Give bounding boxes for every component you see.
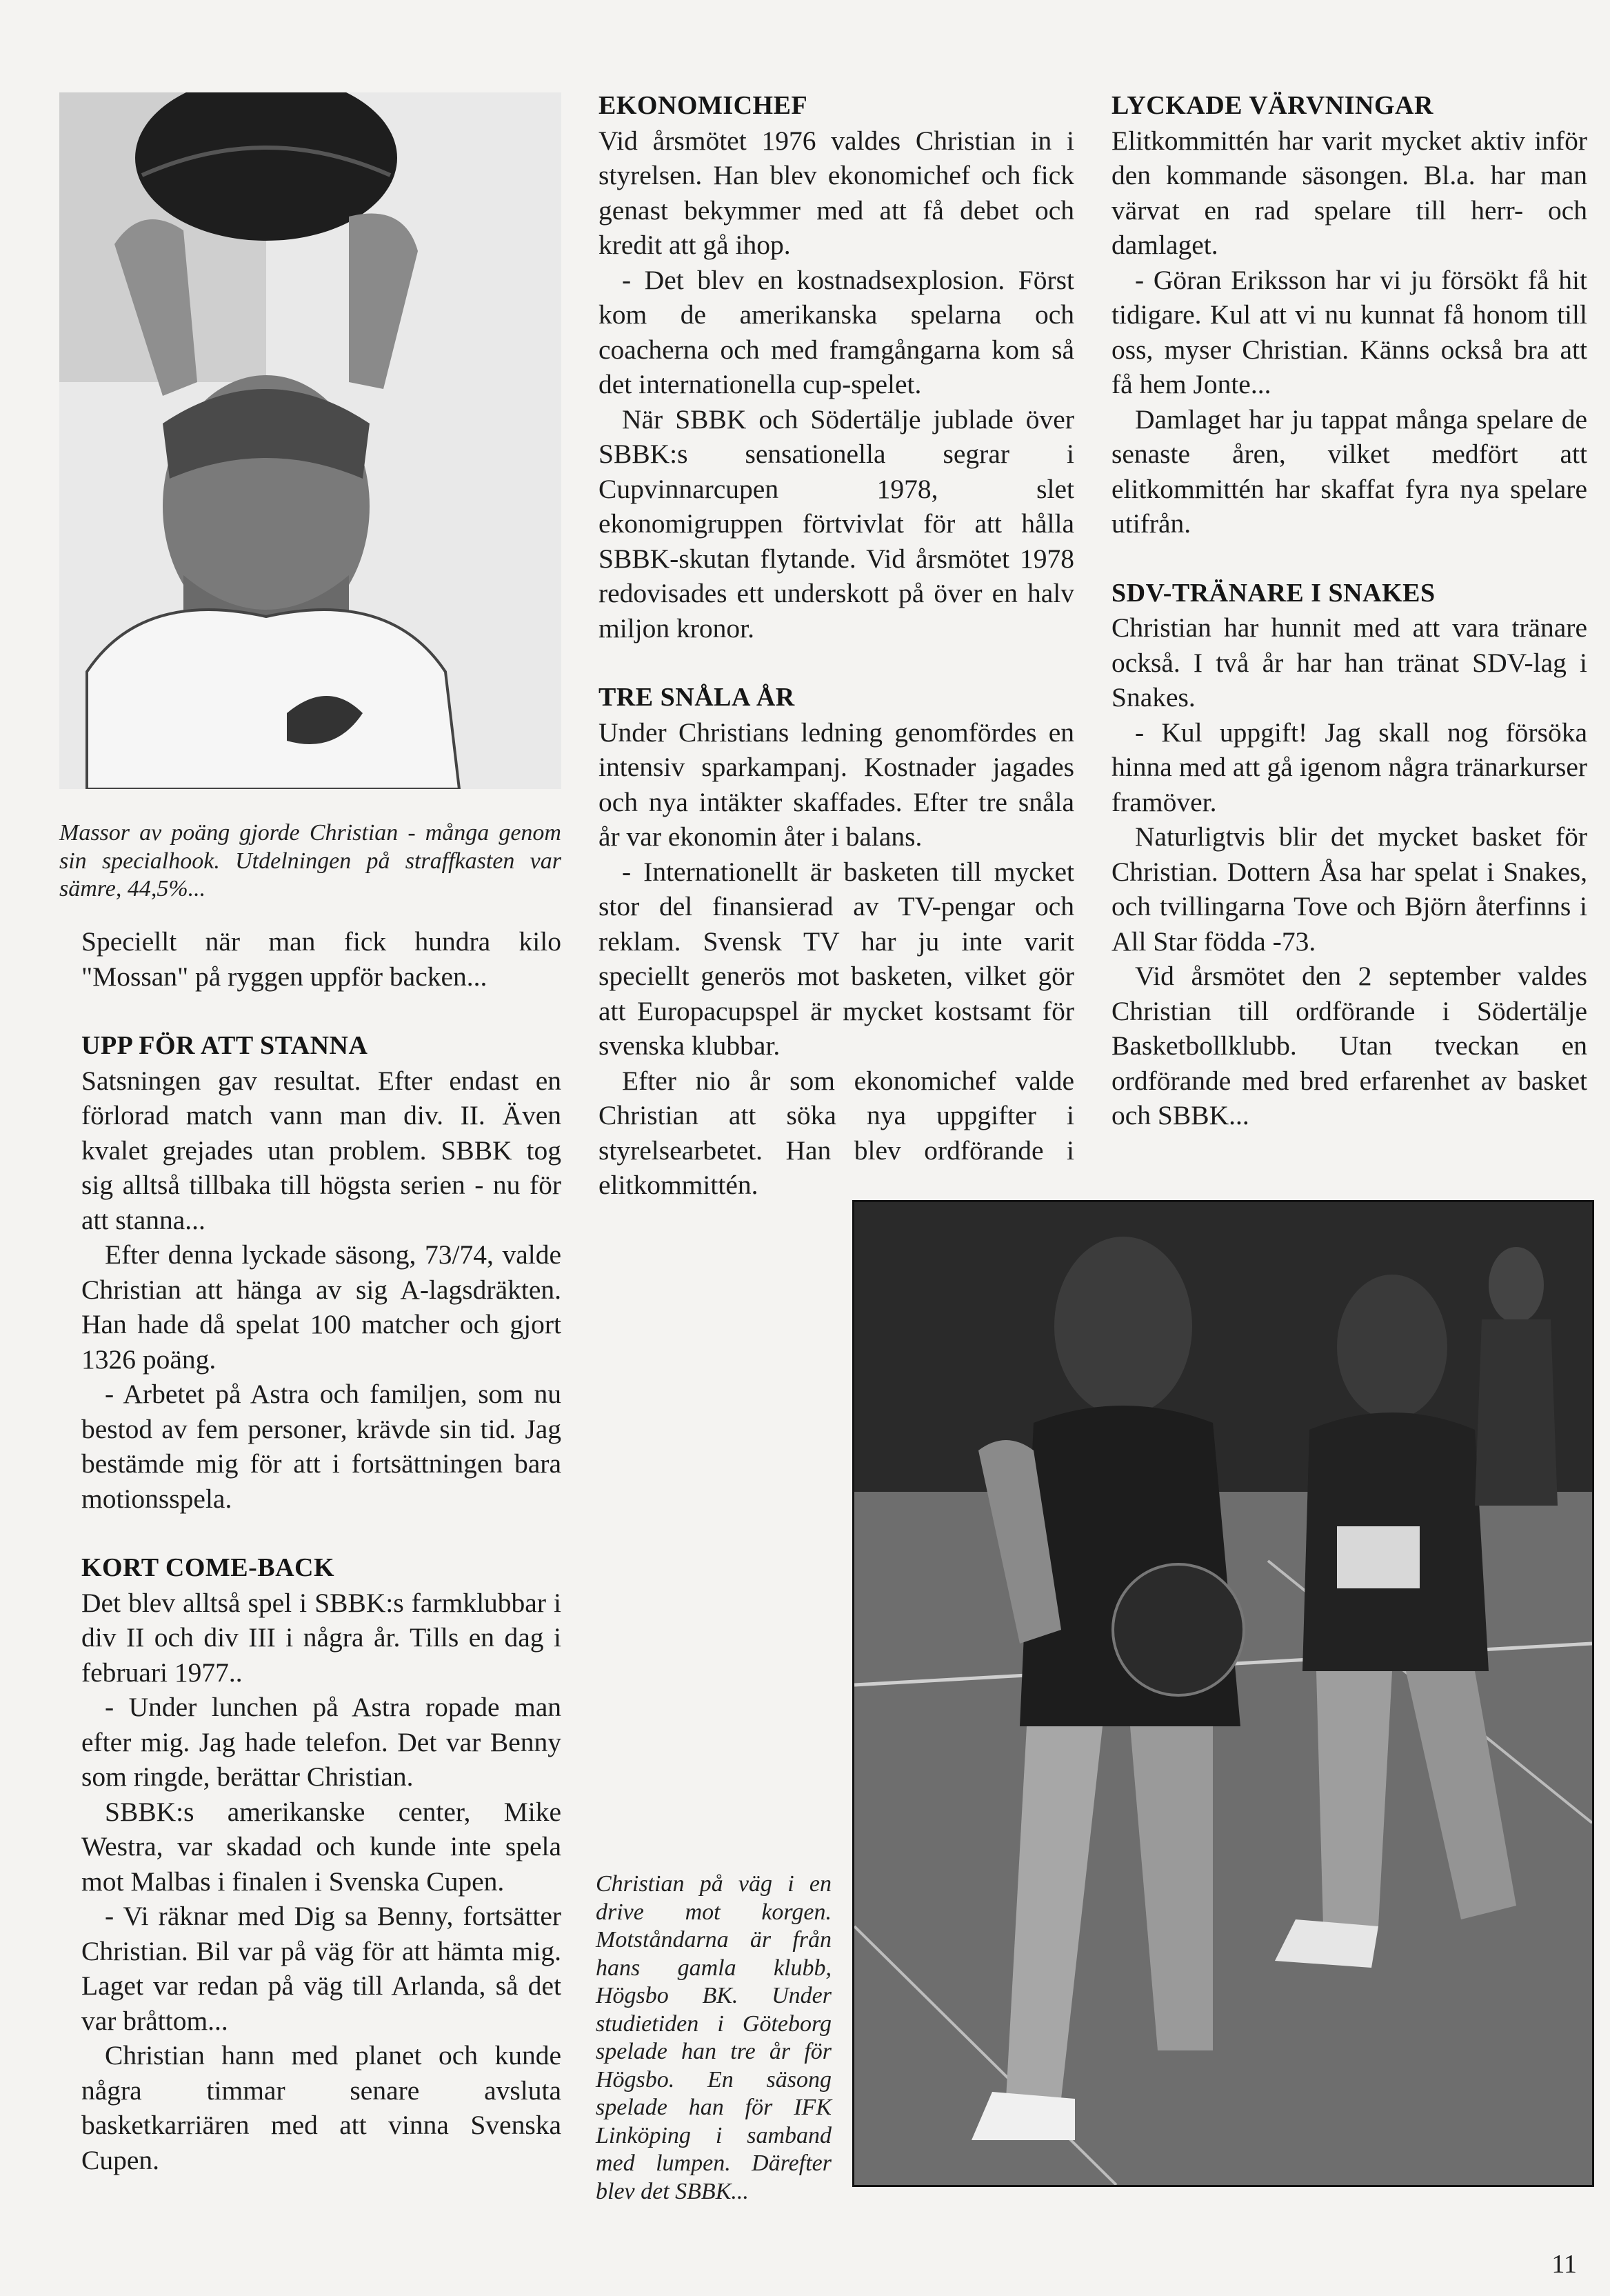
- col3-sdv-p3: Naturligtvis blir det mycket basket för Christian. Dottern Åsa har spelat i Snakes, och tvillingarna Tove och Björn återfinns i All Star födda -73.: [1111, 821, 1587, 957]
- col2-tre-p2: - Internationellt är basketen till mycket stor del finansierad av TV-pengar och reklam. Svensk TV har ju inte varit speciellt generös mot basketen, vilket gör att Europacupspel är mycket kostsamt för svenska klubbar.: [598, 856, 1074, 1061]
- col1-kort-p2: - Under lunchen på Astra ropade man efter mig. Jag hade telefon. Det var Benny som ringde, berättar Christian.: [81, 1692, 561, 1792]
- col1-kort-p4: - Vi räknar med Dig sa Benny, fortsätter Christian. Bil var på väg för att hämta mig. Laget var redan på väg till Arlanda, så det var bråttom...: [81, 1901, 561, 2036]
- heading-tre-snala-ar: TRE SNÅLA ÅR: [598, 683, 795, 712]
- heading-ekonomichef: EKONOMICHEF: [598, 91, 808, 120]
- col3-lyck-p3: Damlaget har ju tappat många spelare de senaste åren, vilket medfört att elitkommittén har skaffat fyra nya spelare utifrån.: [1111, 403, 1587, 539]
- col3-lyck-p1: Elitkommittén har varit mycket aktiv inför den kommande säsongen. Bl.a. har man värvat en rad spelare till herr- och damlaget.: [1111, 125, 1587, 260]
- col1-kort-p3: SBBK:s amerikanske center, Mike Westra, var skadad och kunde inte spela mot Malbas i finalen i Svenska Cupen.: [81, 1796, 561, 1897]
- col2-tre-p3: Efter nio år som ekonomichef valde Christian att söka nya uppgifter i styrelsearbetet. Han blev ordförande i elitkommittén.: [598, 1065, 1074, 1200]
- col1-kort-p5: Christian hann med planet och kunde några timmar senare avsluta basketkarriären med att vinna Svenska Cupen.: [81, 2040, 561, 2175]
- col3-lyck-p2: - Göran Eriksson har vi ju försökt få hit tidigare. Kul att vi nu kunnat få honom till oss, myser Christian. Känns också bra att få hem Jonte...: [1111, 264, 1587, 399]
- col3-sdv-p4: Vid årsmötet den 2 september valdes Christian till ordförande i Södertälje Basketbollklubb. Utan tveckan en ordförande med bred erfarenhet av basket och SBBK...: [1111, 961, 1587, 1130]
- heading-upp-for-att-stanna: UPP FÖR ATT STANNA: [81, 1031, 368, 1060]
- heading-sdv-tranare: SDV-TRÄNARE I SNAKES: [1111, 578, 1436, 608]
- col1-upp-p2: Efter denna lyckade säsong, 73/74, valde Christian att hänga av sig A-lagsdräkten. Han hade då spelat 100 matcher och gjort 1326 poäng.: [81, 1239, 561, 1375]
- photo-bottom-caption: Christian på väg i en drive mot korgen. Motståndarna är från hans gamla klubb, Högsbo BK. Under studietiden i Göteborg spelade han tre år för Högsbo. En säsong spelade han för IFK Linköping i samband med lumpen. Därefter blev det SBBK...: [596, 1871, 832, 2204]
- heading-kort-come-back: KORT COME-BACK: [81, 1553, 335, 1582]
- col2-eko-p2: - Det blev en kostnadsexplosion. Först kom de amerikanska spelarna och coacherna och med framgångarna kom så det internationella cup-spelet.: [598, 264, 1074, 399]
- col2-eko-p3: När SBBK och Södertälje jublade över SBBK:s sensationella segrar i Cupvinnarcupen 1978, slet ekonomigruppen förtvivlat för att hålla SBBK-skutan flytande. Vid årsmötet 1978 redovisades ett underskott på över en halv miljon kronor.: [598, 403, 1074, 643]
- photo-top-caption: Massor av poäng gjorde Christian - många genom sin specialhook. Utdelningen på straffkasten var sämre, 44,5%...: [59, 820, 561, 901]
- column-3: [1111, 88, 1587, 1133]
- col3-sdv-p2: - Kul uppgift! Jag skall nog försöka hinna med att gå igenom några tränarkurser framöver.: [1111, 717, 1587, 817]
- col1-upp-p3: - Arbetet på Astra och familjen, som nu bestod av fem personer, krävde sin tid. Jag bestämde mig för att i fortsättningen bara motionsspela.: [81, 1379, 561, 1514]
- col1-kort-p1: Det blev alltså spel i SBBK:s farmklubbar i div II och div III i några år. Tills en dag i februari 1977..: [81, 1587, 561, 1688]
- photo-basketball-game: [852, 1200, 1594, 2187]
- col1-intro: Speciellt när man fick hundra kilo "Mossan" på ryggen uppför backen...: [81, 926, 561, 992]
- column-2: [598, 88, 1074, 1203]
- col2-eko-p1: Vid årsmötet 1976 valdes Christian in i styrelsen. Han blev ekonomichef och fick genast bekymmer med att få debet och kredit att gå ihop.: [598, 125, 1074, 260]
- col1-upp-p1: Satsningen gav resultat. Efter endast en förlorad match vann man div. II. Även kvalet grejades utan problem. SBBK tog sig alltså tillbaka till högsta serien - nu för att stanna...: [81, 1065, 561, 1235]
- photo-player-shooting: [59, 92, 561, 789]
- col3-sdv-p1: Christian har hunnit med att vara tränare också. I två år har han tränat SDV-lag i Snakes.: [1111, 612, 1587, 712]
- heading-lyckade-varvningar: LYCKADE VÄRVNINGAR: [1111, 91, 1433, 120]
- col2-tre-p1: Under Christians ledning genomfördes en intensiv sparkampanj. Kostnader jagades och nya intäkter skaffades. Efter tre snåla år var ekonomin åter i balans.: [598, 717, 1074, 852]
- column-1: [81, 924, 561, 2177]
- page-number: 11: [1551, 2250, 1577, 2279]
